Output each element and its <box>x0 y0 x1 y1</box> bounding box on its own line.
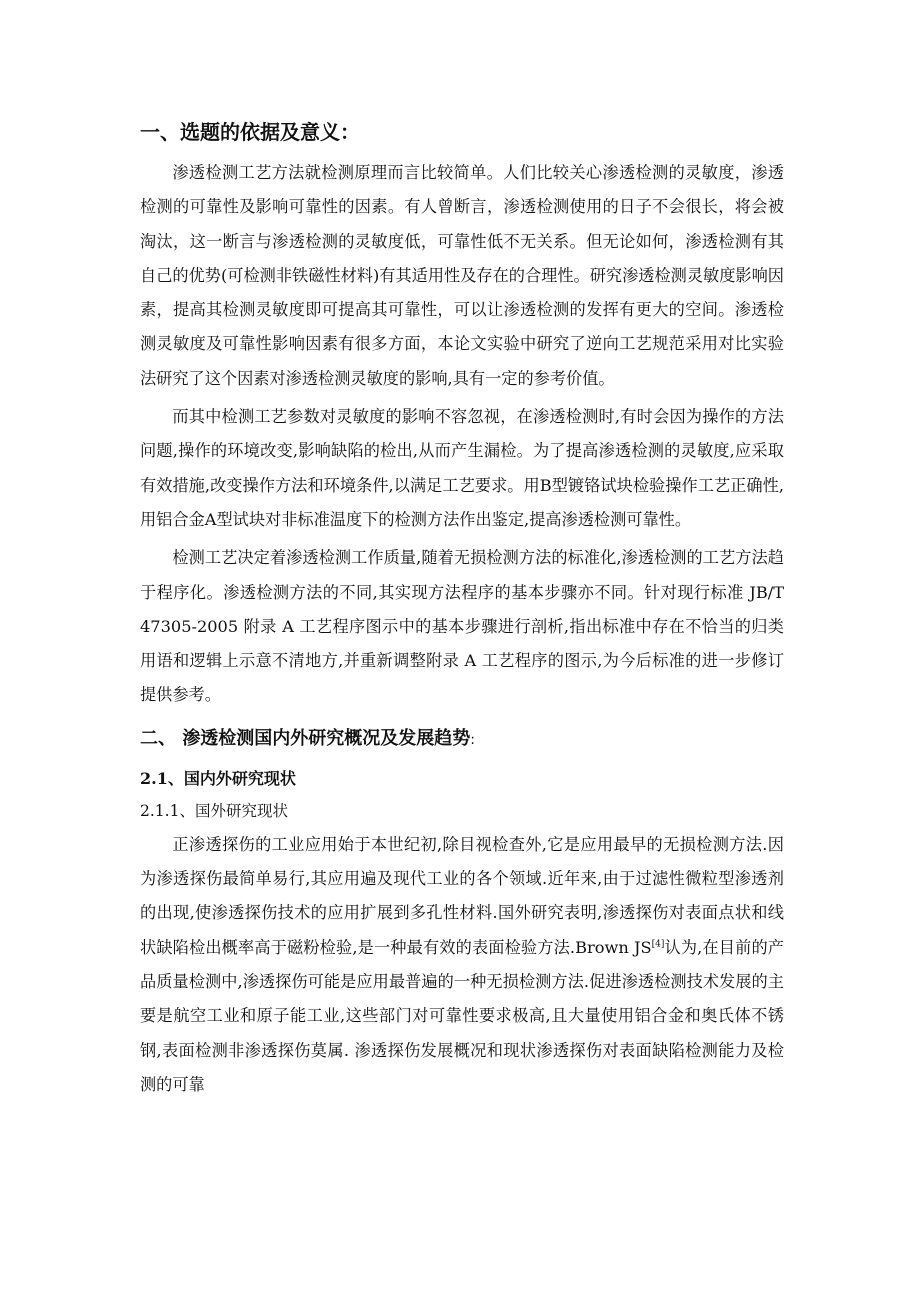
section-1-paragraph-2: 而其中检测工艺参数对灵敏度的影响不容忽视，在渗透检测时,有时会因为操作的方法问题,操作的环境改变,影响缺陷的检出,从而产生漏检。为了提高渗透检测的灵敏度,应采取有效措施,改变操作方法和环境条件,以满足工艺要求。用B型镀铬试块检验操作工艺正确性,用铝合金A型试块对非标准温度下的检测方法作出鉴定,提高渗透检测可靠性。 <box>140 407 784 529</box>
section-2-heading-prefix: 二、 <box>140 727 176 749</box>
subsection-2-1-1-heading: 2.1.1、国外研究现状 <box>140 801 288 820</box>
citation-superscript: [4] <box>651 939 665 950</box>
section-1-paragraph-3: 检测工艺决定着渗透检测工作质量,随着无损检测方法的标准化,渗透检测的工艺方法趋于程序化。渗透检测方法的不同,其实现方法程序的基本步骤亦不同。针对现行标准 JB/T 47305-2005 附录 A 工艺程序图示中的基本步骤进行剖析,指出标准中存在不恰当的归类用语和逻辑上示意不清地方,并重新调整附录 A 工艺程序的图示,为今后标准的进一步修订提供参考。 <box>140 548 784 705</box>
section-2-heading-colon: : <box>470 731 475 748</box>
section-2-heading-title: 渗透检测国内外研究概况及发展趋势 <box>182 727 471 749</box>
section-1-paragraph-1: 渗透检测工艺方法就检测原理而言比较简单。人们比较关心渗透检测的灵敏度，渗透检测的可靠性及影响可靠性的因素。有人曾断言，渗透检测使用的日子不会很长，将会被淘汰，这一断言与渗透检测的灵敏度低，可靠性低不无关系。但无论如何，渗透检测有其自己的优势(可检测非铁磁性材料)有其适用性及存在的合理性。研究渗透检测灵敏度影响因素，提高其检测灵敏度即可提高其可靠性，可以让渗透检测的发挥有更大的空间。渗透检测灵敏度及可靠性影响因素有很多方面，本论文实验中研究了逆向工艺规范采用对比实验法研究了这个因素对渗透检测灵敏度的影响,具有一定的参考价值。 <box>140 163 784 388</box>
subsection-2-1-1-paragraph <box>140 828 784 1102</box>
document-page <box>140 118 784 1106</box>
section-2-heading <box>140 725 784 754</box>
section-1-heading: 一、选题的依据及意义： <box>140 120 360 144</box>
paragraph-text-part-1: 正渗透探伤的工业应用始于本世纪初,除目视检查外,它是应用最早的无损检测方法.因为渗透探伤最简单易行,其应用遍及现代工业的各个领域.近年来,由于过滤性微粒型渗透剂的出现,使渗透探伤技术的应用扩展到多孔性材料.国外研究表明,渗透探伤对表面点状和线状缺陷检出概率高于磁粉检验,是一种最有效的表面检验方法.Brown JS <box>140 834 784 957</box>
subsection-2-1-heading: 2.1、国内外研究现状 <box>140 768 296 788</box>
paragraph-text-part-2: 认为,在目前的产品质量检测中,渗透探伤可能是应用最普遍的一种无损检测方法.促进渗透检测技术发展的主要是航空工业和原子能工业,这些部门对可靠性要求极高,且大量使用铝合金和奥氏体不锈钢,表面检测非渗透探伤莫属. 渗透探伤发展概况和现状渗透探伤对表面缺陷检测能力及检测的可靠 <box>140 937 784 1094</box>
